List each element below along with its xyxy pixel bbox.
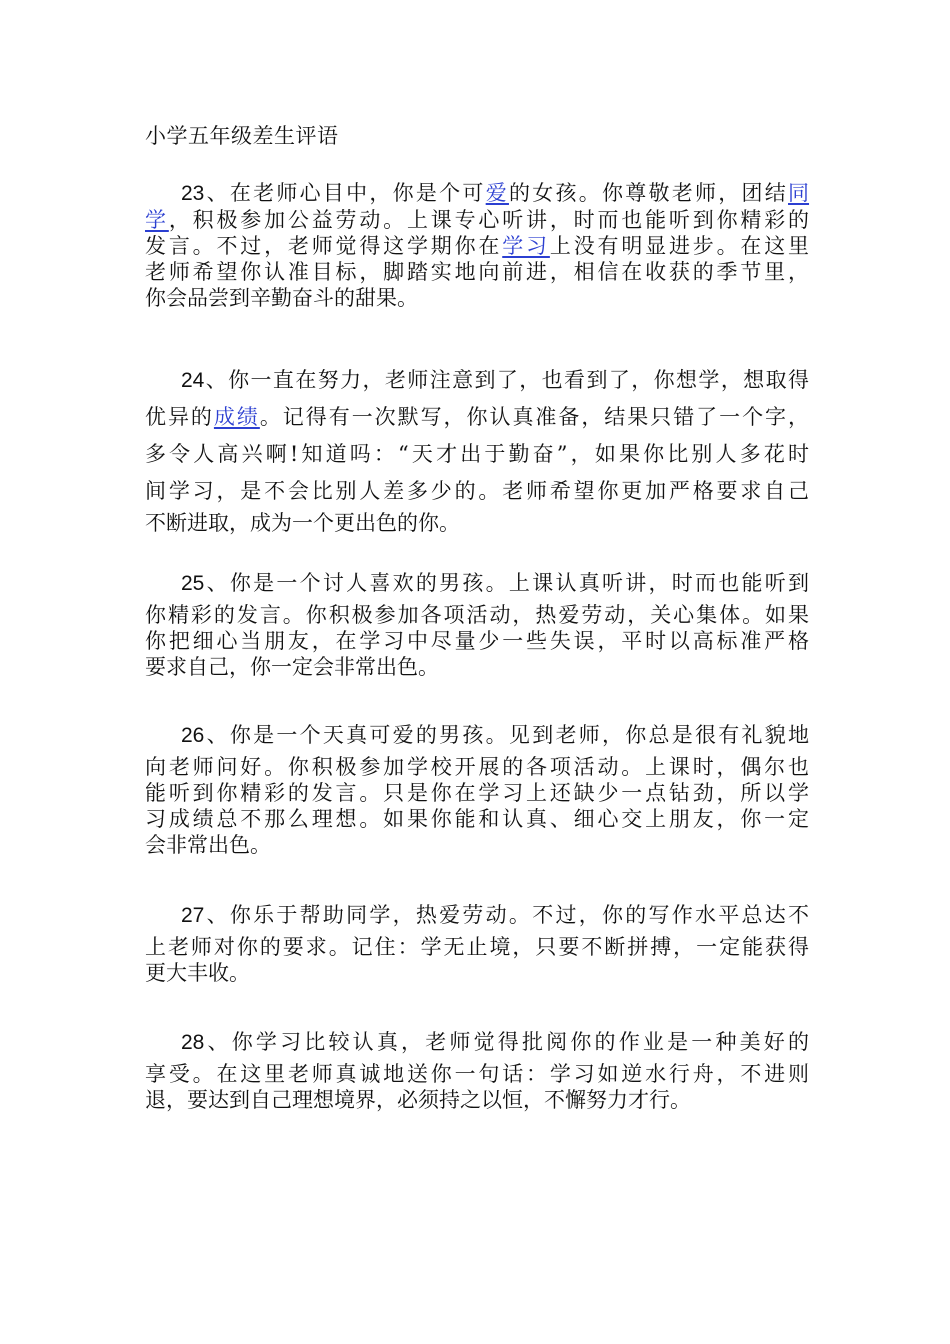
paragraph-text: 、你是一个天真可爱的男孩。见到老师，你总是很有礼貌地 bbox=[204, 723, 809, 747]
paragraph-text: 、你乐于帮助同学，热爱劳动。不过，你的写作水平总达不 bbox=[204, 903, 809, 927]
paragraph-text: 更大丰收。 bbox=[145, 961, 250, 985]
paragraph-line bbox=[145, 233, 809, 259]
paragraph-line bbox=[145, 780, 809, 806]
paragraph-line bbox=[145, 285, 809, 311]
paragraph-line bbox=[145, 934, 809, 960]
paragraph-text: 享受。在这里老师真诚地送你一句话：学习如逆水行舟，不进则 bbox=[145, 1062, 809, 1086]
paragraph-text: 优异的 bbox=[145, 405, 214, 429]
paragraph-text: 上老师对你的要求。记住：学无止境，只要不断拼搏，一定能获得 bbox=[145, 935, 809, 959]
paragraph-text: 、你学习比较认真，老师觉得批阅你的作业是一种美好的 bbox=[204, 1030, 809, 1054]
paragraph-text: 上没有明显进步。在这里 bbox=[549, 234, 810, 258]
paragraph-text: 、你一直在努力，老师注意到了，也看到了，你想学，想取得 bbox=[204, 368, 809, 392]
paragraph-line bbox=[145, 259, 809, 285]
paragraph-number: 28 bbox=[181, 1031, 205, 1054]
paragraph-line bbox=[145, 832, 809, 858]
paragraph-line bbox=[145, 1024, 809, 1061]
paragraph-text: 向老师问好。你积极参加学校开展的各项活动。上课时，偶尔也 bbox=[145, 755, 809, 779]
paragraph-text: 老师希望你认准目标，脚踏实地向前进，相信在收获的季节里， bbox=[145, 260, 809, 284]
paragraph-text: 、在老师心目中，你是个可 bbox=[204, 181, 486, 205]
paragraph-23 bbox=[145, 180, 809, 311]
paragraph-line bbox=[145, 717, 809, 754]
paragraph-line bbox=[145, 399, 809, 436]
paragraph-text: 你把细心当朋友，在学习中尽量少一些失误，平时以高标准严格 bbox=[145, 629, 809, 653]
paragraph-text: 、你是一个讨人喜欢的男孩。上课认真听讲，时而也能听到 bbox=[204, 571, 809, 595]
paragraph-line bbox=[145, 960, 809, 986]
paragraph-text: 你会品尝到辛勤奋斗的甜果。 bbox=[145, 286, 418, 310]
paragraph-text: ，积极参加公益劳动。上课专心听讲，时而也能听到你精彩的 bbox=[168, 208, 810, 232]
hyperlink[interactable]: 成绩 bbox=[213, 405, 260, 429]
paragraph-line bbox=[145, 207, 809, 233]
paragraph-26 bbox=[145, 717, 809, 858]
paragraph-line bbox=[145, 806, 809, 832]
hyperlink[interactable]: 同 bbox=[788, 181, 810, 205]
paragraph-line bbox=[145, 510, 809, 536]
paragraph-line bbox=[145, 1087, 809, 1113]
paragraph-text: 会非常出色。 bbox=[145, 833, 271, 857]
paragraph-text: 退，要达到自己理想境界，必须持之以恒，不懈努力才行。 bbox=[145, 1088, 691, 1112]
hyperlink[interactable]: 学习 bbox=[502, 234, 550, 258]
paragraph-line bbox=[145, 1061, 809, 1087]
hyperlink[interactable]: 爱 bbox=[485, 181, 509, 205]
paragraph-line bbox=[145, 436, 809, 473]
paragraph-text: 你精彩的发言。你积极参加各项活动，热爱劳动，关心集体。如果 bbox=[145, 603, 809, 627]
paragraph-text: 要求自己，你一定会非常出色。 bbox=[145, 655, 439, 679]
paragraph-text: 的女孩。你尊敬老师，团结 bbox=[508, 181, 789, 205]
paragraph-line bbox=[145, 362, 809, 399]
paragraph-line bbox=[145, 754, 809, 780]
paragraph-text: 不断进取，成为一个更出色的你。 bbox=[145, 511, 460, 535]
paragraph-text: 。记得有一次默写，你认真准备，结果只错了一个字， bbox=[259, 405, 810, 429]
paragraph-line bbox=[145, 473, 809, 510]
paragraph-line bbox=[145, 602, 809, 628]
paragraph-number: 26 bbox=[181, 724, 205, 747]
paragraph-27 bbox=[145, 897, 809, 986]
paragraph-line bbox=[145, 654, 809, 680]
paragraph-number: 25 bbox=[181, 572, 205, 595]
paragraph-24 bbox=[145, 362, 809, 536]
hyperlink[interactable]: 学 bbox=[145, 208, 169, 232]
paragraph-28 bbox=[145, 1024, 809, 1113]
paragraph-text: 间学习，是不会比别人差多少的。老师希望你更加严格要求自己 bbox=[145, 479, 809, 503]
paragraph-line bbox=[145, 180, 809, 207]
paragraph-number: 27 bbox=[181, 904, 205, 927]
paragraph-text: 习成绩总不那么理想。如果你能和认真、细心交上朋友，你一定 bbox=[145, 807, 809, 831]
paragraph-line bbox=[145, 565, 809, 602]
paragraph-number: 24 bbox=[181, 369, 205, 392]
paragraph-text: 能听到你精彩的发言。只是你在学习上还缺少一点钻劲，所以学 bbox=[145, 781, 809, 805]
paragraph-line bbox=[145, 628, 809, 654]
paragraph-text: 发言。不过，老师觉得这学期你在 bbox=[145, 234, 503, 258]
paragraph-text: 多令人高兴啊!知道吗：“天才出于勤奋”，如果你比别人多花时 bbox=[145, 442, 809, 466]
paragraph-line bbox=[145, 897, 809, 934]
document-title: 小学五年级差生评语 bbox=[145, 124, 339, 148]
paragraph-number: 23 bbox=[181, 182, 205, 205]
paragraph-25 bbox=[145, 565, 809, 680]
